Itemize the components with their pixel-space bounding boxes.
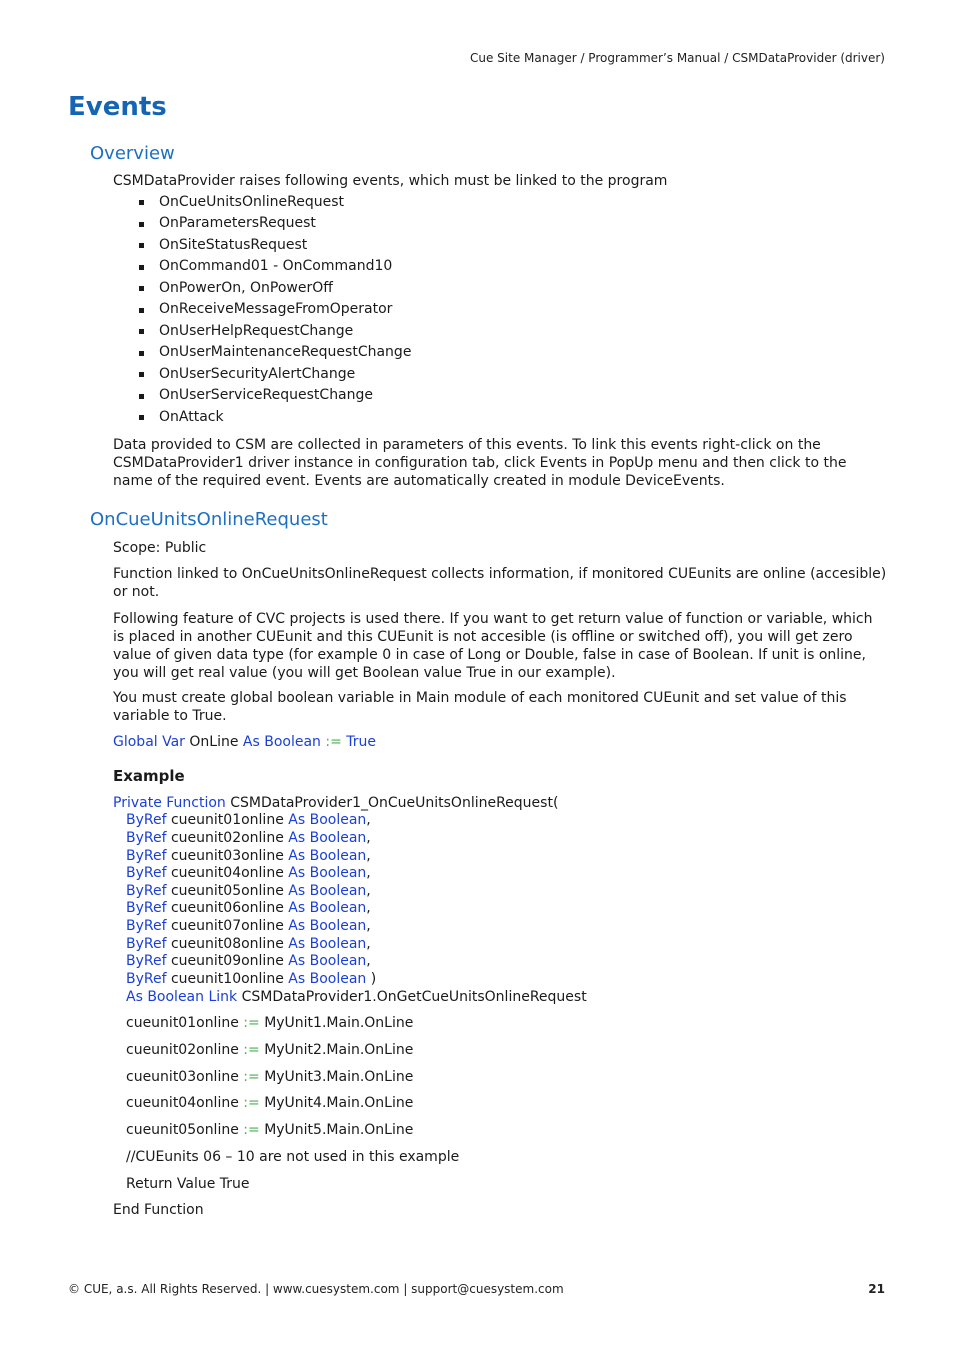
code-line: ByRef cueunit07online As Boolean,: [126, 918, 371, 934]
global-var-line: [113, 734, 376, 750]
code-line: ByRef cueunit09online As Boolean,: [126, 953, 371, 969]
keyword: As Boolean: [242, 734, 321, 750]
keyword: True: [346, 734, 377, 750]
running-header: Cue Site Manager / Programmer’s Manual / CSMDataProvider (driver): [470, 51, 885, 65]
overview-intro: CSMDataProvider raises following events, which must be linked to the program: [113, 173, 668, 189]
link-line: [126, 989, 587, 1005]
function-declaration: [113, 795, 558, 811]
bullet-icon: [139, 329, 144, 334]
code-line: cueunit05online := MyUnit5.Main.OnLine: [126, 1122, 414, 1138]
bullet-icon: [139, 200, 144, 205]
overview-paragraph: Data provided to CSM are collected in parameters of this events. To link this events right-click on the CSMDataProvider1 driver instance in configuration tab, click Events in PopUp menu and then click to the name of the required event. Events are automatically created in module DeviceEvents.: [113, 437, 847, 489]
code-comment: //CUEunits 06 – 10 are not used in this example: [126, 1149, 460, 1165]
code-line: ByRef cueunit02online As Boolean,: [126, 830, 371, 846]
code-line: ByRef cueunit08online As Boolean,: [126, 936, 371, 952]
bullet-icon: [139, 394, 144, 399]
identifier: CSMDataProvider1.OnGetCueUnitsOnlineRequest: [241, 989, 587, 1005]
identifier: OnLine: [189, 734, 239, 750]
bullet-icon: [139, 222, 144, 227]
function-name: CSMDataProvider1_OnCueUnitsOnlineRequest(: [230, 795, 559, 811]
page-footer: © CUE, a.s. All Rights Reserved. | www.cuesystem.com | support@cuesystem.com: [68, 1282, 564, 1296]
code-line: cueunit02online := MyUnit2.Main.OnLine: [126, 1042, 414, 1058]
code-line: ByRef cueunit01online As Boolean,: [126, 812, 371, 828]
operator: :=: [325, 734, 342, 750]
section-heading: OnCueUnitsOnlineRequest: [90, 509, 328, 530]
bullet-icon: [139, 415, 144, 420]
example-heading: Example: [113, 767, 185, 785]
paragraph-2: Following feature of CVC projects is used there. If you want to get return value of function or variable, which is placed in another CUEunit and this CUEunit is not accesible (is offline or switched off), you will get zero value of given data type (for example 0 in case of Long or Double, false in case of Boolean. If unit is online, you will get real value (you will get Boolean value True in our example).: [113, 611, 873, 681]
bullet-icon: [139, 286, 144, 291]
page-number: 21: [868, 1282, 885, 1296]
bullet-icon: [139, 265, 144, 270]
code-line: ByRef cueunit06online As Boolean,: [126, 900, 371, 916]
end-function-line: End Function: [113, 1202, 204, 1218]
bullet-icon: [139, 372, 144, 377]
code-line: ByRef cueunit10online As Boolean ): [126, 971, 377, 987]
bullet-icon: [139, 243, 144, 248]
keyword: As Boolean Link: [126, 989, 238, 1005]
bullet-icon: [139, 351, 144, 356]
keyword: Global Var: [113, 734, 185, 750]
bullet-icon: [139, 308, 144, 313]
code-line: ByRef cueunit04online As Boolean,: [126, 865, 371, 881]
page-title: Events: [68, 92, 167, 122]
code-line: ByRef cueunit03online As Boolean,: [126, 848, 371, 864]
code-line: ByRef cueunit05online As Boolean,: [126, 883, 371, 899]
return-line: Return Value True: [126, 1176, 250, 1192]
paragraph-1: Function linked to OnCueUnitsOnlineRequest collects information, if monitored CUEunits are online (accesible) or not.: [113, 566, 887, 600]
code-line: cueunit03online := MyUnit3.Main.OnLine: [126, 1069, 414, 1085]
code-line: cueunit01online := MyUnit1.Main.OnLine: [126, 1015, 414, 1031]
keyword: Private Function: [113, 795, 226, 811]
paragraph-3: You must create global boolean variable in Main module of each monitored CUEunit and set value of this variable to True.: [113, 690, 847, 724]
code-line: cueunit04online := MyUnit4.Main.OnLine: [126, 1095, 414, 1111]
overview-heading: Overview: [90, 143, 175, 164]
manual-page: Cue Site Manager / Programmer’s Manual / CSMDataProvider (driver) Events Overview CSMDataProvider raises following events, which must be linked to the program OnCueUnitsOnlineRequest OnParametersRequest OnSiteStatusRequest OnCommand01 - OnCommand10 OnPowerOn, OnPowerOff OnReceiveMessageFromOperator OnUserHelpRequestChange OnUserMaintenanceRequestChange OnUserSecurityAlertChange OnUserServiceRequestChange OnAttack Data provided to CSM are collected in parameters of this events. To link this events right-click on the CSMDataProvider1 driver instance in configuration tab, click Events in PopUp menu and then click to the name of the required event. Events are automatically created in module DeviceEvents. OnCueUnitsOnlineRequest Scope: Public Function linked to OnCueUnitsOnlineRequest collects information, if monitored CUEunits are online (accesible) or not. Following feature of CVC projects is used there. If you want to get return value of function or variable, which is placed in another CUEunit and this CUEunit is not accesible (is offline or switched off), you will get zero value of given data type (for example 0 in case of Long or Double, false in case of Boolean. If unit is online, you will get real value (you will get Boolean value True in our example). You must create global boolean variable in Main module of each monitored CUEunit and set value of this variable to True. Global Var OnLine As Boolean := True Example Private Function CSMDataProvider1_OnCueUnitsOnlineRequest( ByRef cueunit01online As Boolean, ByRef cueunit02online As Boolean, ByRef cueunit03online As Boolean, ByRef cueunit04online As Boolean, ByRef cueunit05online As Boolean, ByRef cueunit06online As Boolean, ByRef cueunit07online As Boolean, ByRef cueunit08online As Boolean, ByRef cueunit09online As Boolean, ByRef cueunit10online As Boolean ) As Boolean Link CSMDataProvider1.OnGetCueUnitsOnlineRequest cueunit01online := MyUnit1.Main.OnLine cueunit02online := MyUnit2.Main.OnLine cueunit03online := MyUnit3.Main.OnLine cueunit04online := MyUnit4.Main.OnLine cueunit05online := MyUnit5.Main.OnLine //CUEunits 06 – 10 are not used in this example Return Value True End Function © CUE, a.s. All Rights Reserved. | www.cuesystem.com | support@cuesystem.com 21: [68, 51, 887, 1296]
scope-text: Scope: Public: [113, 540, 207, 556]
